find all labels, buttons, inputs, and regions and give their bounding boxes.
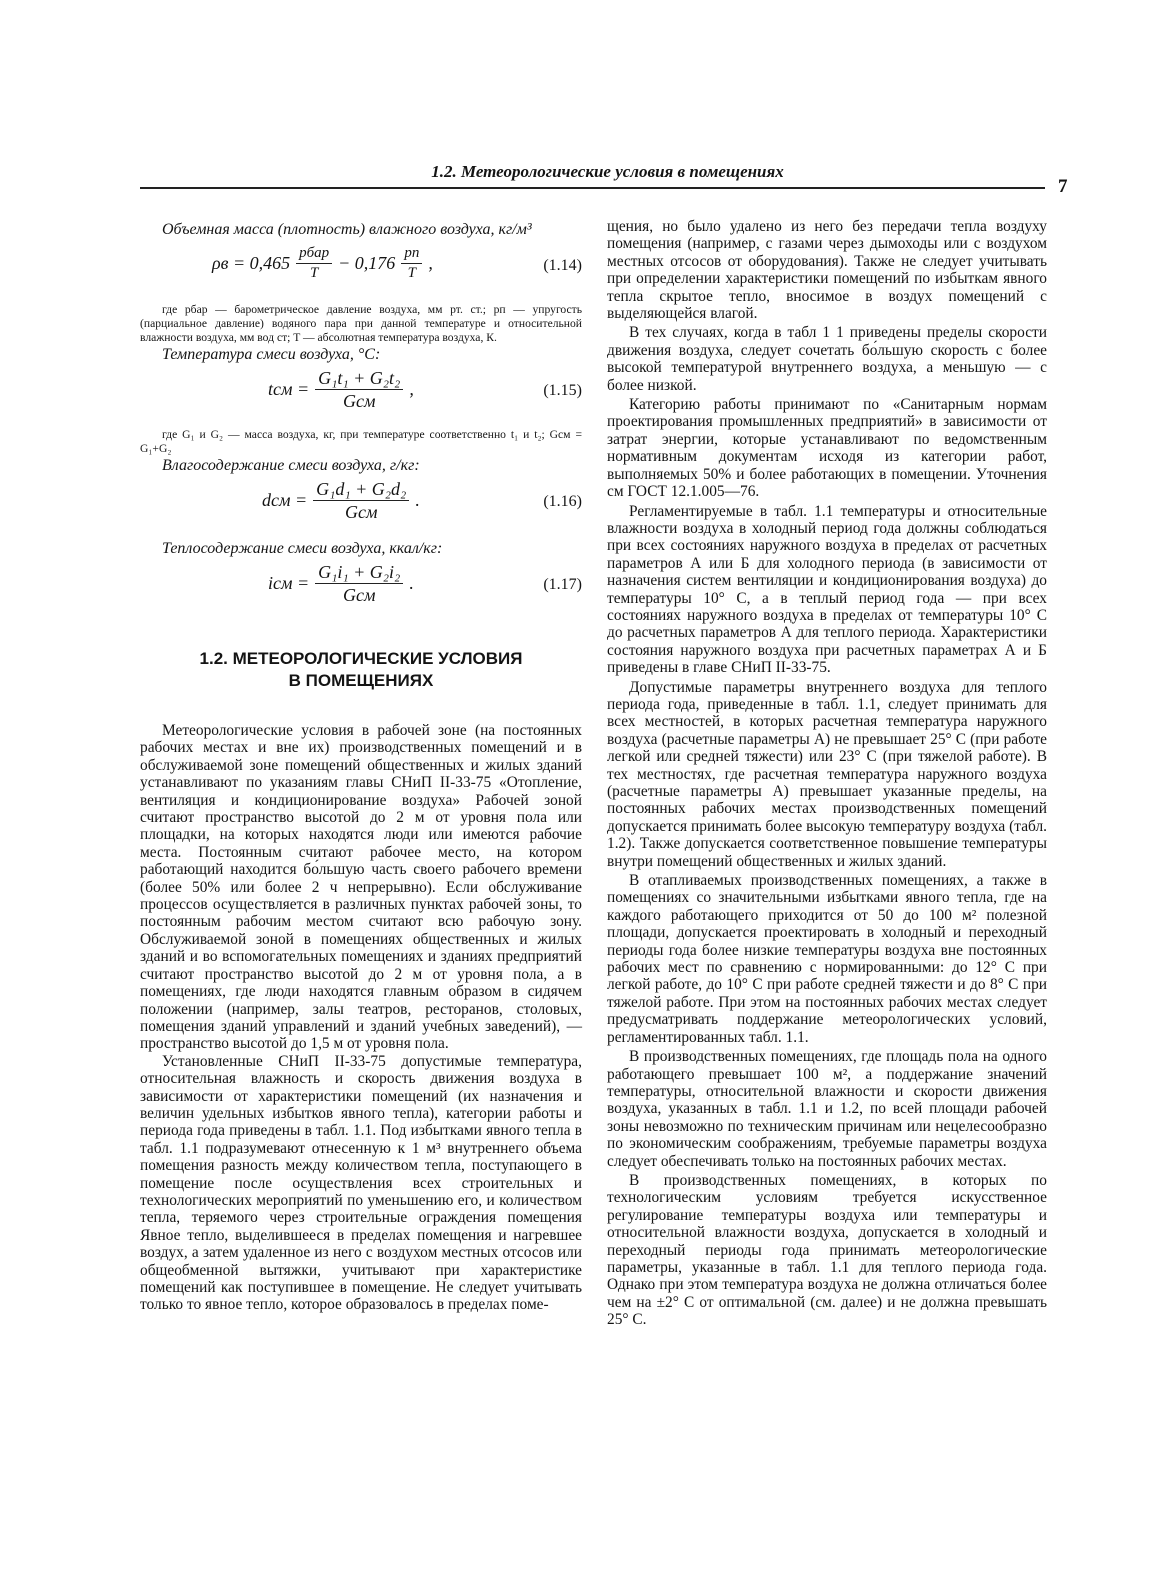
section-heading-line-1: 1.2. МЕТЕОРОЛОГИЧЕСКИЕ УСЛОВИЯ <box>199 649 523 668</box>
equation-number-1-16: (1.16) <box>543 493 582 510</box>
right-paragraph-7: В производственных помещениях, где площадь пола на одного работающего превышает 100 м², а поддержание значений температуры, относительной влажности и скорости движения воздуха, указанных в табл. 1.1 и 1.2, по всей площади рабочей зоны невозможно по техническим причинам или нецелесообразно по экономическим соображениям, требуемые параметры воздуха следует обеспечивать только на постоянных рабочих местах. <box>607 1048 1047 1170</box>
equation-1-16 <box>140 477 582 533</box>
right-paragraph-8: В производственных помещениях, в которых по технологическим условиям требуется искусственное регулирование температуры воздуха или температуры и относительной влажности воздуха, допускается в холодный и переходный периоды года принимать метеорологические параметры, указанные в табл. 1.1 для теплого периода года. Однако при этом температура воздуха не должна отличаться более чем на ±2° С от оптимальной (см. далее) и не должна превышать 25° С. <box>607 1171 1047 1329</box>
eq15-fraction <box>315 368 403 411</box>
eq15-numerator: G₁t₁ + G₂t₂ <box>315 368 403 390</box>
right-paragraph-6: В отапливаемых производственных помещениях, а также в помещениях со значительными избытками явного тепла, где на каждого работающего приходится от 50 до 100 м² полезной площади, допускается проектировать в холодный и переходный периоды года более низкие температуры воздуха вне постоянных рабочих мест по сравнению с нормированными: до 12° С при легкой работе, до 10° С при работе средней тяжести и до 8° С при тяжелой работе. При этом на постоянных рабочих местах следует предусматривать поддержание метеорологических условий, регламентированных табл. 1.1. <box>607 872 1047 1046</box>
equation-number-1-14: (1.14) <box>543 257 582 274</box>
caption-mix-enthalpy: Теплосодержание смеси воздуха, ккал/кг: <box>162 540 443 557</box>
eq14-lhs: ρв = 0,465 <box>212 252 291 273</box>
right-paragraph-3: Категорию работы принимают по «Санитарным нормам проектирования промышленных предприятий» в зависимости от затрат энергии, которые устанавливают по ведомственным нормативным документам исходя из категории работ, выполняемых 50% и более работающих в помещении. Уточнения см ГОСТ 12.1.005—76. <box>607 396 1047 501</box>
eq17-denominator: Gсм <box>342 585 376 605</box>
caption-mix-temperature: Температура смеси воздуха, °С: <box>162 346 381 363</box>
eq14-frac1-numerator: pбар <box>296 245 332 264</box>
caption-density: Объемная масса (плотность) влажного воздуха, кг/м³ <box>162 221 532 238</box>
header-rule <box>140 187 1045 189</box>
left-paragraph-2: Установленные СНиП II-33-75 допустимые температура, относительная влажность и скорость движения воздуха в зависимости от характеристики помещений (их назначения и величин удельных избытков явного тепла), категории работы и периода года приведены в табл. 1.1. Под избытками явного тепла в табл. 1.1 подразумевают отнесенную к 1 м³ внутреннего объема помещения разность между количеством тепла, поступающего в помещение после осуществления всех строительных и технологических мероприятий по уменьшению его, и количеством тепла, теряемого через строительные ограждения помещения Явное тепло, выделившееся в пределах помещения и нагревшее воздух, а затем удаленное из него с воздухом местных отсосов или общеобменной вытяжки, учитывают при характеристике помещений как поступившее в помещение. Не следует учитывать только то явное тепло, которое образовалось в пределах поме- <box>140 1052 582 1314</box>
right-paragraph-5: Допустимые параметры внутреннего воздуха для теплого периода года, приведенные в табл. 1.1, следует принимать для всех местностей, в которых расчетная температура наружного воздуха (расчетные параметры А) не превышает 25° С (при работе легкой или средней тяжести) или 23° С (при тяжелой работе). В тех местностях, где расчетная температура наружного воздуха (расчетные параметры А) превышает указанные пределы, на постоянных рабочих местах производственных помещений допускается принимать более высокую температуру воздуха (табл. 1.2). Также допускается соответственное повышение температуры внутри помещений общественных и жилых зданий. <box>607 678 1047 870</box>
eq15-denominator: Gсм <box>342 391 376 411</box>
eq14-frac2-denominator: T <box>407 265 416 281</box>
eq16-fraction <box>313 479 409 522</box>
note-eq15: где G₁ и G₂ — масса воздуха, кг, при температуре соответственно t₁ и t₂; Gсм = G₁+G₂ <box>140 428 582 455</box>
eq15-tail: , <box>409 378 414 399</box>
equation-1-14 <box>140 241 582 297</box>
running-title: 1.2. Метеорологические условия в помещениях <box>431 162 784 181</box>
eq16-denominator: Gсм <box>344 502 378 522</box>
eq17-tail: . <box>409 572 414 593</box>
right-column <box>607 218 1047 1331</box>
equation-1-15 <box>140 366 582 422</box>
equation-number-1-15: (1.15) <box>543 382 582 399</box>
right-paragraph-1: щения, но было удалено из него без передачи тепла воздуху помещения (например, с газами через дымоходы или с воздухом местных отсосов от оборудования). Также не следует учитывать при определении характеристики помещений по избыткам явного тепла скрытое тепло, вносимое в воздух помещений с выделяющейся влагой. <box>607 218 1047 323</box>
section-heading-line-2: В ПОМЕЩЕНИЯХ <box>288 671 434 690</box>
eq14-frac2 <box>401 245 422 282</box>
eq14-frac1-denominator: T <box>309 265 319 281</box>
caption-mix-moisture: Влагосодержание смеси воздуха, г/кг: <box>162 457 420 474</box>
section-heading <box>140 648 582 692</box>
note-eq14: где pбар — барометрическое давление воздуха, мм рт. ст.; pп — упругость (парциальное давление) водяного пара при данной температуре и относительной влажности воздуха, мм вод ст; T — абсолютная температура воздуха, К. <box>140 303 582 344</box>
page-number: 7 <box>1058 176 1068 197</box>
eq16-tail: . <box>415 489 420 510</box>
eq14-tail: , <box>428 252 433 273</box>
right-paragraph-4: Регламентируемые в табл. 1.1 температуры и относительные влажности воздуха в холодный период года должны соблюдаться при всех состояниях наружного воздуха в пределах от расчетных параметров А или Б для холодного периода (в зависимости от назначения систем вентиляции и кондиционирования воздуха) до температуры 10° С, а в теплый период года — при всех состояниях наружного воздуха в пределах от температуры 10° С до расчетных параметров А для теплого периода. Характеристики состояния наружного воздуха при расчетных параметрах А и Б приведены в главе СНиП II-33-75. <box>607 502 1047 677</box>
eq14-frac2-numerator: pп <box>401 245 422 264</box>
eq14-frac1 <box>296 245 332 282</box>
eq17-fraction <box>315 562 403 605</box>
eq17-lhs: iсм = <box>268 572 310 593</box>
equation-number-1-17: (1.17) <box>543 576 582 593</box>
left-column <box>140 218 582 1314</box>
right-paragraph-2: В тех случаях, когда в табл 1 1 приведены пределы скорости движения воздуха, следует сочетать бо́льшую скорость с более высокой температурой внутреннего воздуха, а меньшую — с более низкой. <box>607 324 1047 394</box>
eq17-numerator: G₁i₁ + G₂i₂ <box>315 562 403 584</box>
left-paragraph-1: Метеорологические условия в рабочей зоне (на постоянных рабочих местах и вне их) производственных помещений и в обслуживаемой зоне помещений общественных и жилых зданий устанавливают по указаниям главы СНиП II-33-75 «Отопление, вентиляция и кондиционирование воздуха» Рабочей зоной считают пространство высотой до 2 м от уровня пола или площадки, на которых находятся люди или имеются рабочие места. Постоянным считают рабочее место, на котором работающий находится бо́льшую часть своего рабочего времени (более 50% или более 2 ч непрерывно). Если обслуживание процессов осуществляется в различных пунктах рабочей зоны, то постоянным рабочим местом считают всю рабочую зону. Обслуживаемой зоной в помещениях общественных и жилых зданий и во вспомогательных помещениях и зданиях предприятий считают пространство высотой до 2 м от уровня пола, а в помещениях, где люди находятся главным образом в сидячем положении (например, залы театров, ресторанов, столовых, помещения зданий управлений и зданий учебных заведений), — пространство высотой до 1,5 м от уровня пола. <box>140 722 582 1053</box>
equation-1-17 <box>140 560 582 616</box>
eq15-lhs: tсм = <box>268 378 310 399</box>
eq16-numerator: G₁d₁ + G₂d₂ <box>313 479 409 501</box>
eq16-lhs: dсм = <box>262 489 308 510</box>
eq14-middle: − 0,176 <box>338 252 396 273</box>
